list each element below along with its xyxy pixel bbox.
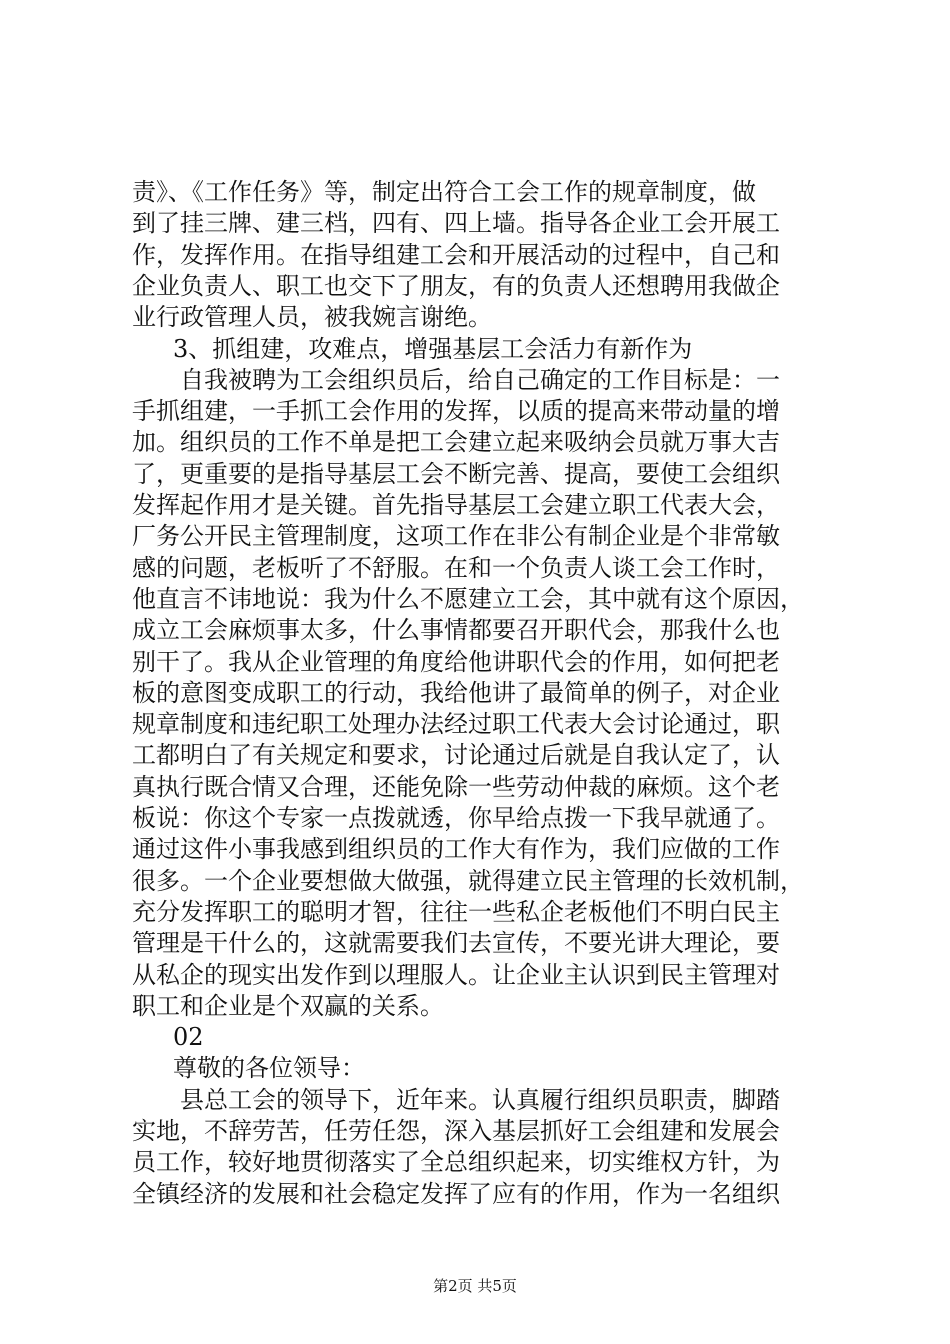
text-line: 感的问题，老板听了不舒服。在和一个负责人谈工会工作时， [132,553,780,582]
text-line: 02 [173,1023,204,1052]
text-line: 发挥起作用才是关键。首先指导基层工会建立职工代表大会， [132,491,780,519]
text-line: 很多。一个企业要想做大做强，就得建立民主管理的长效机制， [132,866,804,895]
text-line: 全镇经济的发展和社会稳定发挥了应有的作用，作为一名组织 [132,1179,780,1208]
text-line: 到了挂三牌、建三档，四有、四上墙。指导各企业工会开展工 [132,209,780,238]
text-line: 企业负责人、职工也交下了朋友，有的负责人还想聘用我做企 [132,271,780,300]
text-line: 管理是干什么的，这就需要我们去宣传，不要光讲大理论，要 [132,929,780,958]
text-line: 责》、《工作任务》等，制定出符合工会工作的规章制度，做 [132,178,756,206]
text-line: 尊敬的各位领导： [173,1054,365,1083]
text-line: 作，发挥作用。在指导组建工会和开展活动的过程中，自己和 [132,240,780,269]
text-line: 板说：你这个专家一点拨就透，你早给点拨一下我早就通了。 [132,804,780,832]
page-footer: 第2页 共5页 [433,1277,517,1295]
text-line: 厂务公开民主管理制度，这项工作在非公有制企业是个非常敏 [132,522,780,551]
text-line: 了，更重要的是指导基层工会不断完善、提高，要使工会组织 [132,459,780,488]
text-line: 他直言不讳地说：我为什么不愿建立工会，其中就有这个原因， [132,584,804,613]
text-line: 充分发挥职工的聪明才智，往往一些私企老板他们不明白民主 [132,897,780,926]
text-line: 业行政管理人员，被我婉言谢绝。 [132,303,492,332]
text-line: 员工作，较好地贯彻落实了全总组织起来，切实维权方针，为 [132,1148,780,1177]
text-line: 从私企的现实出发作到以理服人。让企业主认识到民主管理对 [132,960,780,989]
text-line: 加。组织员的工作不单是把工会建立起来吸纳会员就万事大吉 [132,428,780,457]
text-line: 手抓组建，一手抓工会作用的发挥，以质的提高来带动量的增 [132,397,780,426]
text-line: 板的意图变成职工的行动，我给他讲了最简单的例子，对企业 [132,678,780,707]
text-line: 3、抓组建，攻难点，增强基层工会活力有新作为 [173,334,693,363]
text-line: 县总工会的领导下，近年来。认真履行组织员职责，脚踏 [180,1085,780,1114]
text-line: 真执行既合情又合理，还能免除一些劳动仲裁的麻烦。这个老 [132,772,780,801]
text-line: 工都明白了有关规定和要求，讨论通过后就是自我认定了，认 [132,741,780,770]
text-line: 规章制度和违纪职工处理办法经过职工代表大会讨论通过，职 [132,710,780,739]
text-line: 职工和企业是个双赢的关系。 [132,991,444,1020]
text-line: 通过这件小事我感到组织员的工作大有作为，我们应做的工作 [132,835,780,864]
text-line: 实地，不辞劳苦，任劳任怨，深入基层抓好工会组建和发展会 [132,1117,780,1145]
text-line: 别干了。我从企业管理的角度给他讲职代会的作用，如何把老 [132,647,780,676]
text-line: 成立工会麻烦事太多，什么事情都要召开职代会，那我什么也 [132,616,780,645]
text-line: 自我被聘为工会组织员后，给自己确定的工作目标是：一 [180,365,780,394]
